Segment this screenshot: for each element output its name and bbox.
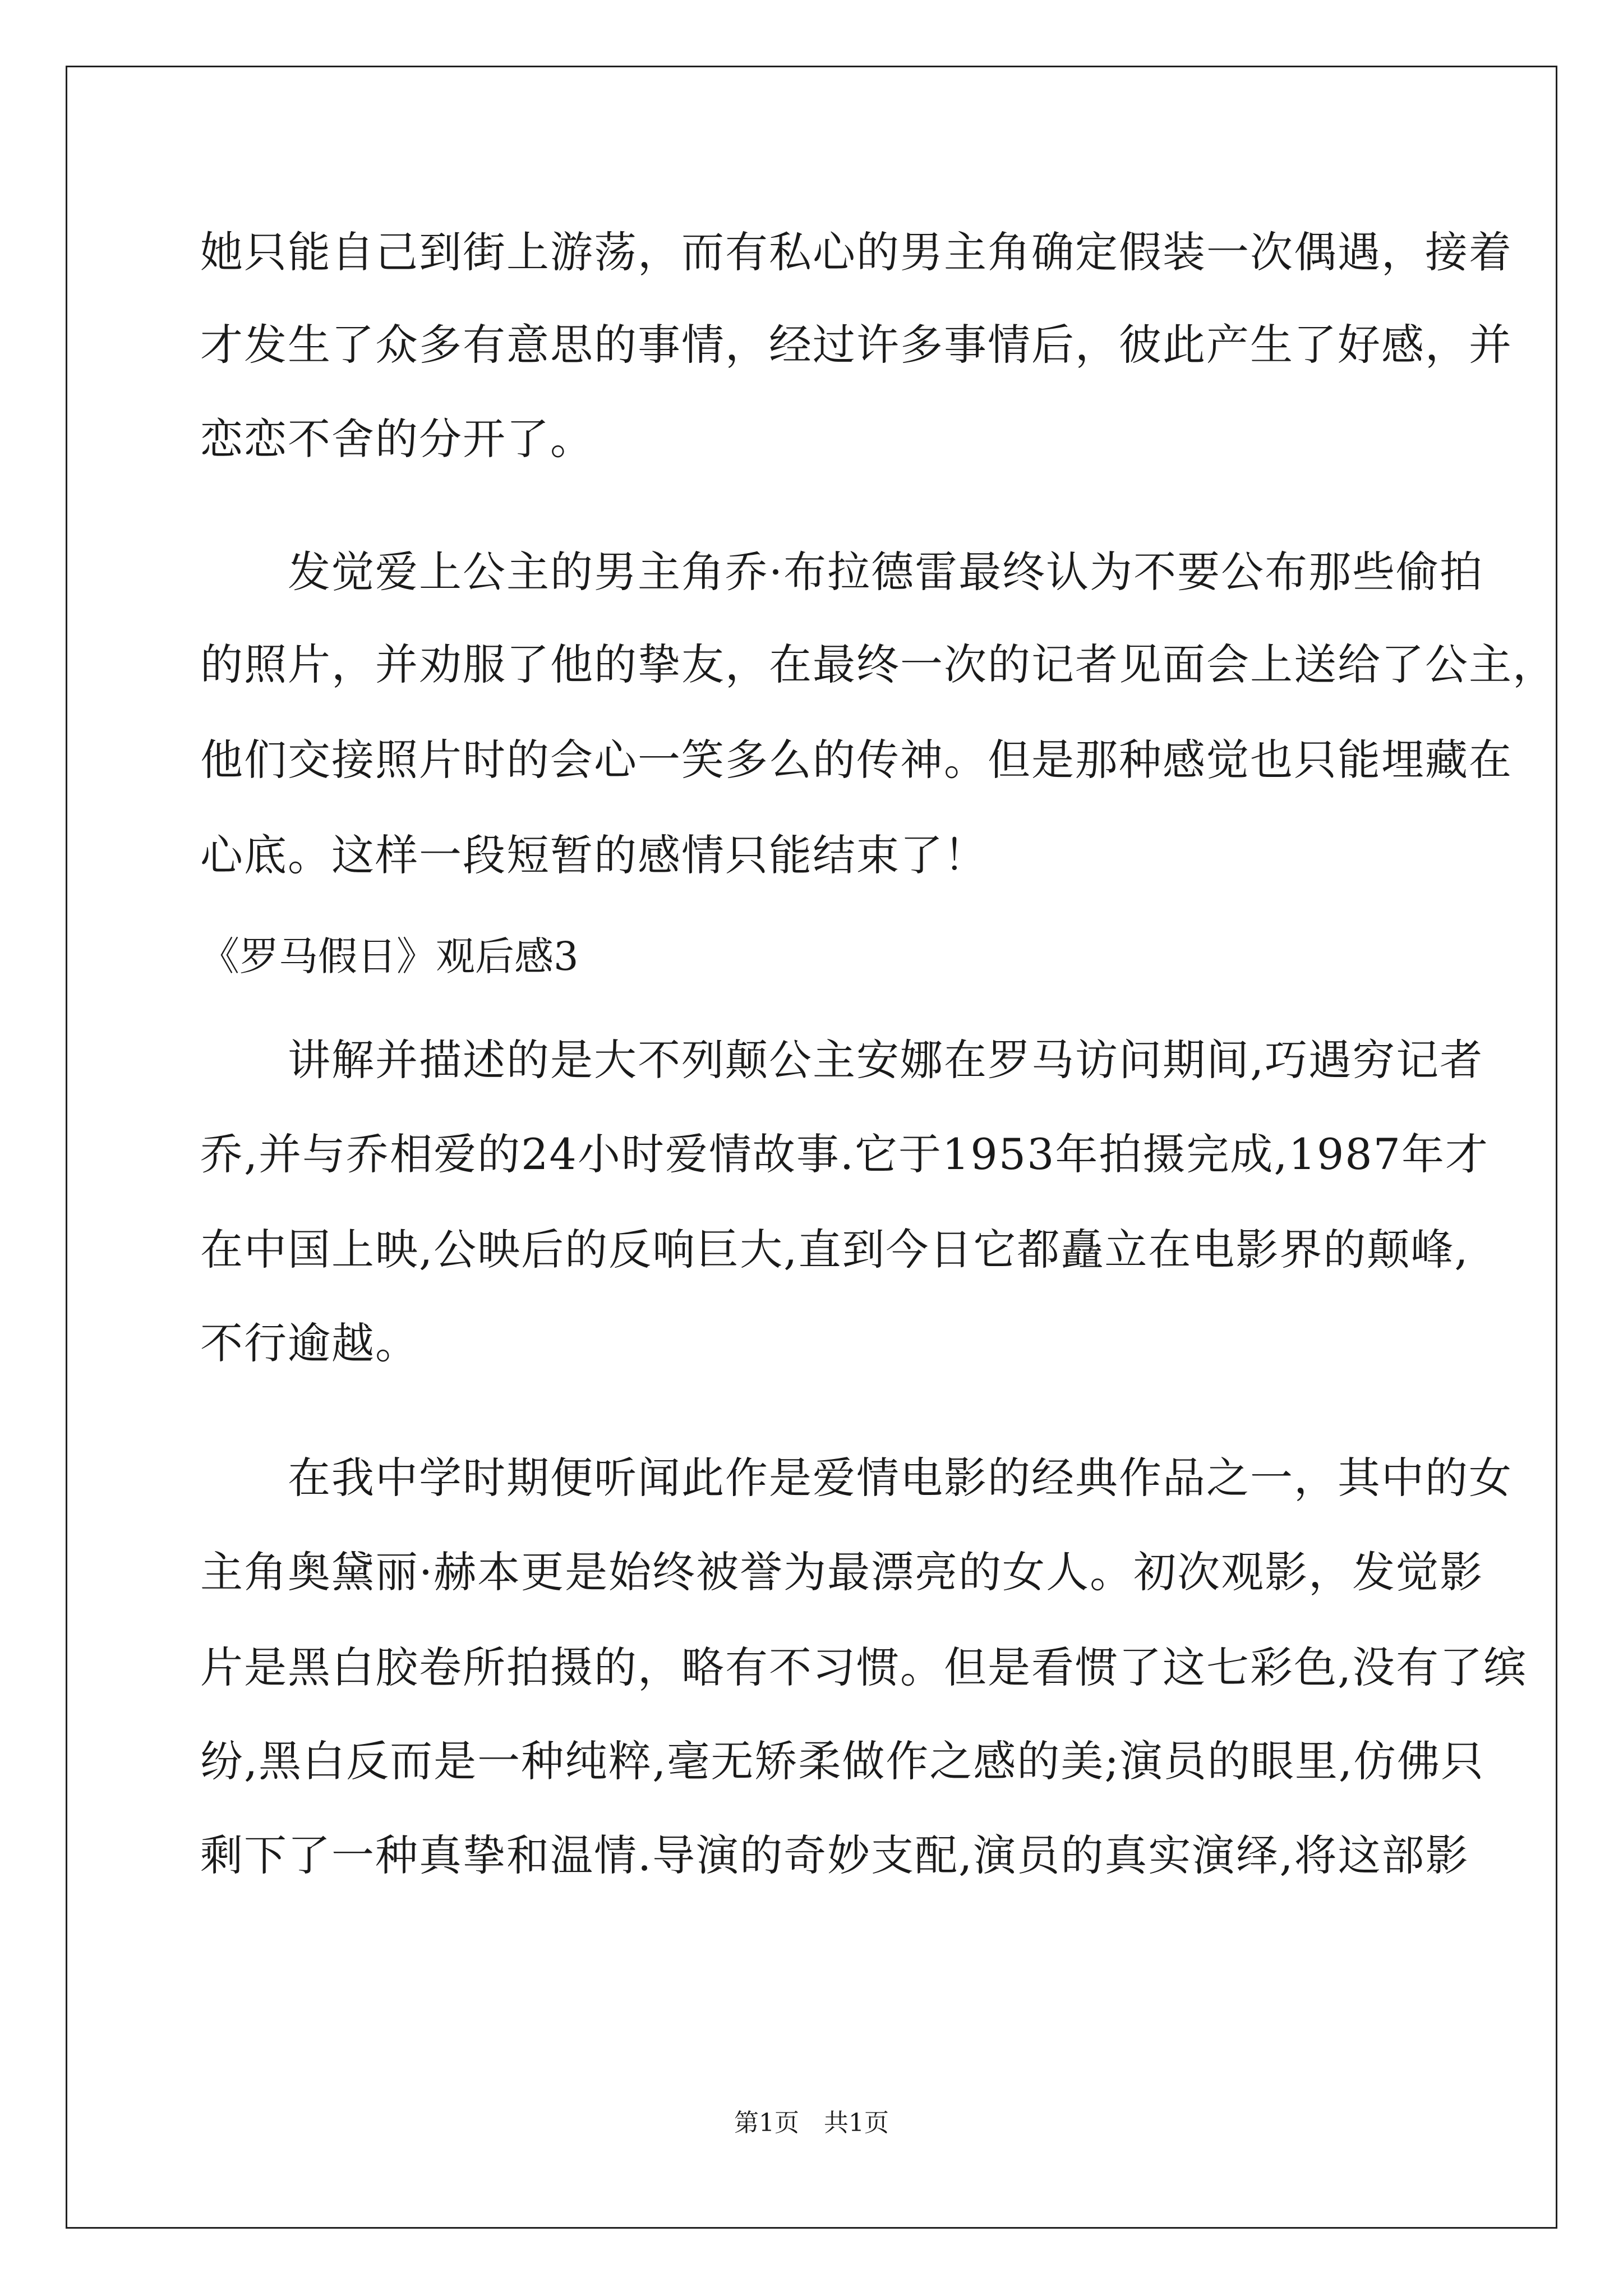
paragraph-2-line-3: 他们交接照片时的会心一笑多么的传神。但是那种感觉也只能埋藏在 <box>200 735 1513 785</box>
paragraph-4-line-4: 纷,黑白反而是一种纯粹,毫无矫柔做作之感的美;演员的眼里,仿佛只 <box>200 1736 1485 1786</box>
paragraph-4-line-3: 片是黑白胶卷所拍摄的，略有不习惯。但是看惯了这七彩色,没有了缤 <box>200 1642 1528 1692</box>
paragraph-1-line-2: 才发生了众多有意思的事情，经过许多事情后，彼此产生了好感，并 <box>200 320 1513 370</box>
section-title: 《罗马假日》观后感3 <box>200 933 579 979</box>
paragraph-4-line-2: 主角奥黛丽·赫本更是始终被誉为最漂亮的女人。初次观影，发觉影 <box>200 1547 1484 1597</box>
paragraph-3-line-1: 讲解并描述的是大不列颠公主安娜在罗马访问期间,巧遇穷记者 <box>200 1035 1484 1085</box>
paragraph-4-line-5: 剩下了一种真挚和温情.导演的奇妙支配,演员的真实演绎,将这部影 <box>200 1830 1469 1880</box>
page-number-footer: 第1页 共1页 <box>734 2109 889 2137</box>
paragraph-3-line-2: 乔,并与乔相爱的24小时爱情故事.它于1953年拍摄完成,1987年才 <box>200 1129 1490 1179</box>
paragraph-2-line-1: 发觉爱上公主的男主角乔·布拉德雷最终认为不要公布那些偷拍 <box>200 547 1484 597</box>
paragraph-1-line-1: 她只能自己到街上游荡，而有私心的男主角确定假装一次偶遇，接着 <box>200 227 1513 277</box>
paragraph-2-line-2: 的照片，并劝服了他的挚友，在最终一次的记者见面会上送给了公主， <box>200 639 1556 689</box>
paragraph-3-line-4: 不行逾越。 <box>200 1318 419 1368</box>
paragraph-2-line-4: 心底。这样一段短暂的感情只能结束了！ <box>200 830 988 880</box>
paragraph-3-line-3: 在中国上映,公映后的反响巨大,直到今日它都矗立在电影界的颠峰, <box>200 1225 1469 1274</box>
paragraph-1-line-3: 恋恋不舍的分开了。 <box>200 414 594 464</box>
paragraph-4-line-1: 在我中学时期便听闻此作是爱情电影的经典作品之一，其中的女 <box>200 1453 1513 1503</box>
